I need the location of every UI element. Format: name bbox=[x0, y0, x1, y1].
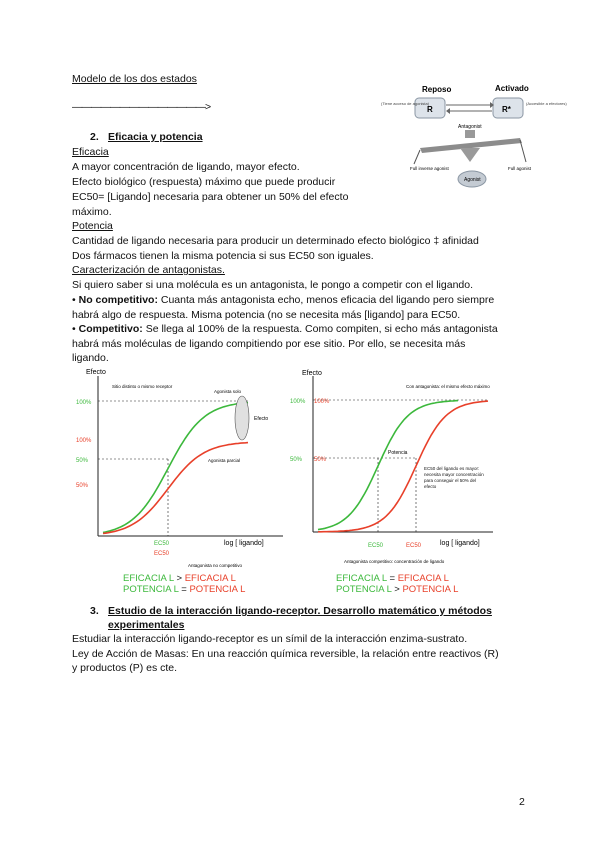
ec50-red: EC50 bbox=[154, 551, 170, 557]
section3-line-1: Estudiar la interacción ligando-receptor es un símil de la interacción enzima-sustrato. bbox=[72, 633, 468, 645]
full-agonist-label: Full agonist bbox=[508, 166, 532, 171]
arrow-line: ——————————————> bbox=[72, 101, 211, 113]
summary-left-op-1: > bbox=[176, 573, 183, 584]
reposo-label: Reposo bbox=[422, 85, 452, 94]
potencia-line-1: Cantidad de ligando necesaria para producir un determinado efecto biológico ‡ afinidad bbox=[72, 235, 479, 247]
activado-label: Activado bbox=[495, 84, 529, 93]
tick-100-green: 100% bbox=[76, 400, 92, 406]
y-axis-label: Efecto bbox=[86, 369, 106, 376]
note-potencia: Potencia bbox=[388, 450, 408, 456]
ec50-red: EC50 bbox=[406, 543, 422, 549]
summary-left-eficacia-b: EFICACIA L bbox=[184, 573, 236, 584]
section3-number: 3. bbox=[90, 605, 99, 617]
antagonist-block bbox=[465, 130, 475, 138]
chart-noncompetitive bbox=[68, 366, 290, 571]
agonist-label: Agonist bbox=[464, 177, 481, 183]
inverse-arrow bbox=[414, 150, 420, 164]
left-note: (Tiene acceso de agonista) bbox=[381, 101, 430, 106]
seesaw-pivot bbox=[460, 148, 480, 162]
eficacia-line-3: EC50= [Ligando] necesaria para obtener un 50% del efecto bbox=[72, 191, 349, 203]
x-axis-label: log [ ligando] bbox=[224, 540, 264, 547]
summary-right bbox=[336, 573, 458, 595]
state-r: R bbox=[427, 105, 433, 114]
competitivo-line-2: habrá más moléculas de ligando compitiendo por ese sitio. Por ello, se necesita más bbox=[72, 338, 466, 350]
y-axis-label: Efecto bbox=[302, 370, 322, 377]
no-competitivo-label: No competitivo: bbox=[78, 294, 158, 306]
summary-right-op-2: > bbox=[394, 584, 400, 595]
competitivo-text-1: Se llega al 100% de la respuesta. Como compiten, si echo más antagonista bbox=[145, 323, 498, 335]
section3-title-1: Estudio de la interacción ligando-receptor. Desarrollo matemático y métodos bbox=[108, 605, 492, 617]
summary-right-op-1: = bbox=[389, 573, 396, 584]
note-efecto: Efecto bbox=[254, 416, 269, 422]
section3-title-2: experimentales bbox=[108, 619, 185, 631]
potencia-label: Potencia bbox=[72, 220, 113, 232]
note-top: Sitio distinto o mismo receptor bbox=[112, 384, 173, 389]
eficacia-line-2: Efecto biológico (respuesta) máximo que puede producir bbox=[72, 176, 336, 188]
summary-left-line-1 bbox=[123, 573, 245, 584]
chart-caption: Antagonista no competitivo bbox=[188, 563, 243, 568]
summary-left-potencia-b: POTENCIA L bbox=[189, 584, 246, 595]
chart-caption: Antagonista competitivo: concentración de ligando bbox=[344, 559, 445, 564]
caracterizacion-line: Si quiero saber si una molécula es un antagonista, le pongo a competir con el ligando. bbox=[72, 279, 474, 291]
note-ec50-box bbox=[424, 466, 486, 506]
section3-line-3: y productos (P) es cte. bbox=[72, 662, 178, 674]
tick-100-green: 100% bbox=[290, 399, 306, 405]
ec50-green: EC50 bbox=[154, 541, 170, 547]
series-green-curve bbox=[103, 403, 248, 533]
eficacia-label: Eficacia bbox=[72, 146, 109, 158]
section2-title: Eficacia y potencia bbox=[108, 131, 203, 143]
summary-left bbox=[123, 573, 245, 595]
tick-100-red: 100% bbox=[314, 399, 330, 405]
summary-right-potencia-a: POTENCIA L bbox=[336, 584, 392, 595]
state-rstar: R* bbox=[502, 105, 511, 114]
summary-right-line-2 bbox=[336, 584, 458, 595]
page-number: 2 bbox=[519, 796, 525, 808]
caracterizacion-label: Caracterización de antagonistas. bbox=[72, 264, 225, 276]
summary-right-eficacia-b: EFICACIA L bbox=[397, 573, 449, 584]
eficacia-line-4: máximo. bbox=[72, 206, 112, 218]
eficacia-line-1: A mayor concentración de ligando, mayor efecto. bbox=[72, 161, 300, 173]
summary-left-op-2: = bbox=[181, 584, 187, 595]
bullet: • bbox=[72, 323, 76, 335]
section2-number: 2. bbox=[90, 131, 99, 143]
potencia-line-2: Dos fármacos tienen la misma potencia si sus EC50 son iguales. bbox=[72, 250, 374, 262]
no-competitivo-line-2: habrá algo de respuesta. Misma potencia (no se necesita más [ligando] para EC50. bbox=[72, 309, 461, 321]
competitivo-label: Competitivo: bbox=[78, 323, 143, 335]
summary-right-potencia-b: POTENCIA L bbox=[402, 584, 459, 595]
no-competitivo-text-1: Cuanta más antagonista echo, menos eficacia del ligando pero siempre bbox=[160, 294, 495, 306]
summary-left-line-2 bbox=[123, 584, 245, 595]
note-agonist: Agonista solo bbox=[214, 389, 242, 394]
tick-50-green: 50% bbox=[76, 458, 89, 464]
ec50-green: EC50 bbox=[368, 543, 384, 549]
reverse-arrow-head bbox=[446, 108, 450, 114]
full-inverse-label: Full inverse agonist bbox=[410, 166, 449, 171]
section3-line-2: Ley de Acción de Masas: En una reacción química reversible, la relación entre reactivos (R) bbox=[72, 648, 499, 660]
right-note: (Accesible a efectores) bbox=[526, 101, 567, 106]
chart-competitive bbox=[288, 366, 500, 571]
two-state-diagram bbox=[380, 78, 567, 198]
antagonist-label: Antagonist bbox=[458, 124, 482, 130]
tick-100-red: 100% bbox=[76, 438, 92, 444]
competitivo-line-3: ligando. bbox=[72, 352, 109, 364]
heading-model: Modelo de los dos estados bbox=[72, 73, 197, 85]
tick-50-red: 50% bbox=[76, 483, 89, 489]
tick-50-red: 50% bbox=[314, 457, 327, 463]
summary-left-potencia-a: POTENCIA L bbox=[123, 584, 179, 595]
no-competitivo-line-1 bbox=[72, 293, 494, 308]
summary-left-eficacia-a: EFICACIA L bbox=[123, 573, 174, 584]
competitivo-line-1 bbox=[72, 322, 498, 337]
note-ec50: EC50 del ligando es mayor: necesita mayor concentración para conseguir el 50% del efecto bbox=[424, 466, 484, 489]
agonist-arrow bbox=[520, 140, 526, 162]
summary-right-eficacia-a: EFICACIA L bbox=[336, 573, 387, 584]
summary-right-line-1 bbox=[336, 573, 458, 584]
bullet: • bbox=[72, 294, 76, 306]
efecto-ellipse bbox=[235, 396, 249, 440]
note-red: Agonista parcial bbox=[208, 458, 241, 463]
tick-50-green: 50% bbox=[290, 457, 303, 463]
note-top: Con antagonista: el mismo efecto máximo bbox=[406, 384, 490, 389]
x-axis-label: log [ ligando] bbox=[440, 540, 480, 547]
